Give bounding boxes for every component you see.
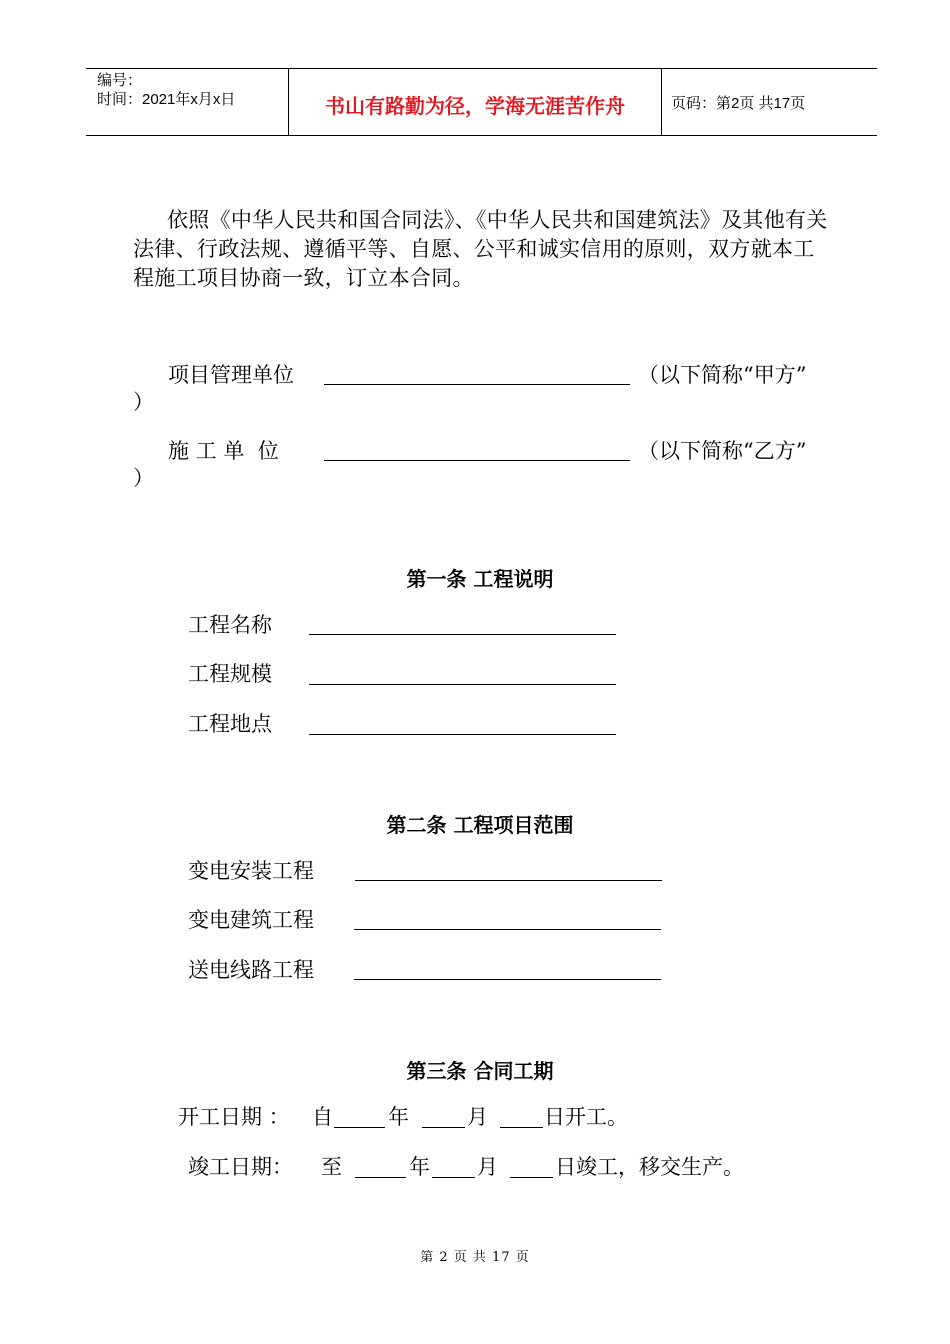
end-date-label: 竣工日期：: [188, 1155, 293, 1179]
start-day-suffix: 日开工。: [544, 1105, 628, 1129]
end-day-suffix: 日竣工，移交生产。: [555, 1155, 744, 1179]
article-2-substation-build-blank[interactable]: [354, 929, 661, 930]
article-2-field-substation-build: 变电建筑工程: [188, 908, 314, 932]
intro-paragraph: 依照《中华人民共和国合同法》、《中华人民共和国建筑法》及其他有关法律、行政法规、遵循平等、自愿、公平和诚实信用的原则，双方就本工程施工项目协商一致，订立本合同。: [133, 208, 828, 290]
start-month-label: 月: [467, 1105, 488, 1129]
header-page-info: 页码：第2页 共17页: [671, 95, 806, 112]
party-b-label: 施 工 单 位: [168, 439, 279, 463]
end-day-blank[interactable]: [510, 1177, 553, 1178]
header-top-rule: [86, 68, 877, 69]
start-year-blank[interactable]: [334, 1127, 385, 1128]
start-year-label: 年: [388, 1105, 409, 1129]
article-1-location-blank[interactable]: [309, 734, 616, 735]
start-date-prefix: 自: [312, 1105, 333, 1129]
article-2-substation-install-blank[interactable]: [355, 880, 662, 881]
article-1-name-blank[interactable]: [309, 634, 616, 635]
article-1-scale-blank[interactable]: [309, 684, 616, 685]
article-2-title: 第二条 工程项目范围: [386, 813, 574, 837]
end-month-label: 月: [477, 1155, 498, 1179]
party-a-label: 项目管理单位: [168, 363, 294, 387]
start-date-label: 开工日期 ：: [178, 1105, 290, 1129]
article-3-title: 第三条 合同工期: [406, 1059, 554, 1083]
page-footer: 第 2 页 共 17 页: [420, 1250, 530, 1265]
header-bottom-rule: [86, 135, 877, 136]
header-motto: 书山有路勤为径，学海无涯苦作舟: [325, 94, 625, 118]
party-b-blank[interactable]: [324, 460, 630, 461]
header-divider-right: [661, 68, 662, 136]
party-a-close: ）: [133, 390, 154, 414]
start-month-blank[interactable]: [422, 1127, 465, 1128]
article-1-field-name: 工程名称: [188, 613, 272, 637]
party-a-blank[interactable]: [324, 384, 630, 385]
article-1-title: 第一条 工程说明: [406, 567, 554, 591]
article-1-field-scale: 工程规模: [188, 662, 272, 686]
start-day-blank[interactable]: [500, 1127, 543, 1128]
article-2-transmission-blank[interactable]: [354, 979, 661, 980]
article-1-field-location: 工程地点: [188, 712, 272, 736]
party-b-close: ）: [133, 466, 154, 490]
end-date-prefix: 至: [321, 1155, 342, 1179]
party-a-suffix: （以下简称“甲方”: [638, 363, 807, 387]
header-time-label: 时间：2021年x月x日: [97, 91, 236, 108]
end-month-blank[interactable]: [432, 1177, 475, 1178]
header-number-label: 编号：: [97, 72, 143, 89]
party-b-suffix: （以下简称“乙方”: [638, 439, 807, 463]
article-2-field-substation-install: 变电安装工程: [188, 859, 314, 883]
article-2-field-transmission: 送电线路工程: [188, 958, 314, 982]
end-year-blank[interactable]: [355, 1177, 406, 1178]
end-year-label: 年: [409, 1155, 430, 1179]
